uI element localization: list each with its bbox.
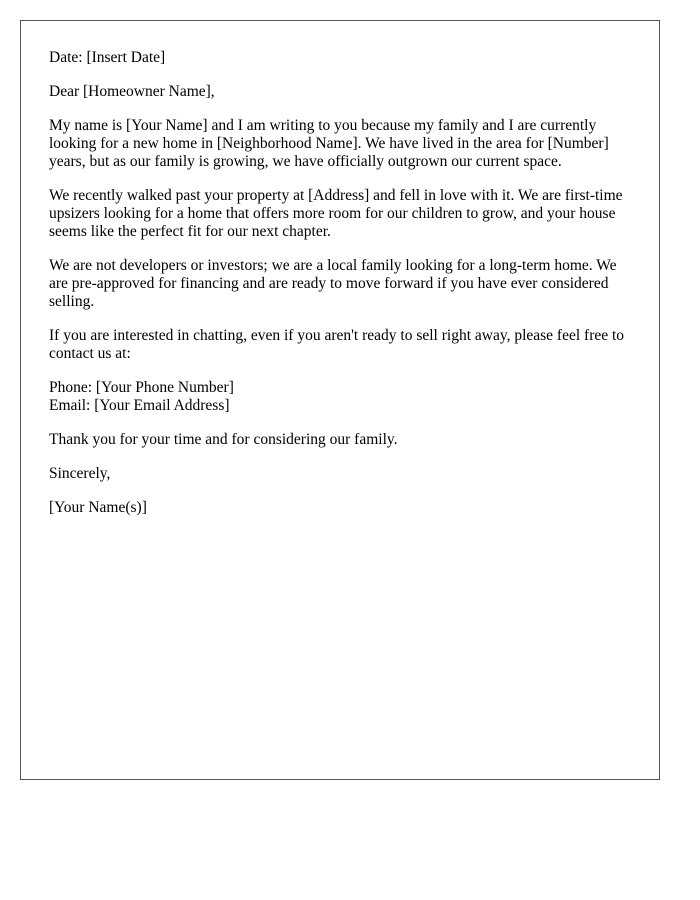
letter-paragraph-property: We recently walked past your property at [Address] and fell in love with it. We are first-time upsizers looking for a home that offers more room for our children to grow, and your house seems like the perfect fit for our next chapter. bbox=[49, 187, 623, 240]
letter-email: Email: [Your Email Address] bbox=[49, 397, 230, 414]
letter-paragraph-intro: My name is [Your Name] and I am writing to you because my family and I are currently looking for a new home in [Neighborhood Name]. We have lived in the area for [Number] years, but as our family is growing, we have officially outgrown our current space. bbox=[49, 117, 609, 170]
letter-signature: [Your Name(s)] bbox=[49, 499, 147, 516]
letter-paragraph-contact: If you are interested in chatting, even if you aren't ready to sell right away, please feel free to contact us at: bbox=[49, 327, 625, 362]
letter-page bbox=[20, 20, 660, 780]
letter-phone: Phone: [Your Phone Number] bbox=[49, 379, 234, 396]
letter-salutation: Dear [Homeowner Name], bbox=[49, 83, 215, 100]
letter-contact-block bbox=[49, 379, 631, 415]
letter-date: Date: [Insert Date] bbox=[49, 49, 166, 66]
letter-closing: Sincerely, bbox=[49, 465, 111, 482]
letter-paragraph-buyers: We are not developers or investors; we are a local family looking for a long-term home. We are pre-approved for financing and are ready to move forward if you have ever considered selling. bbox=[49, 257, 617, 310]
letter-thanks: Thank you for your time and for considering our family. bbox=[49, 431, 398, 448]
